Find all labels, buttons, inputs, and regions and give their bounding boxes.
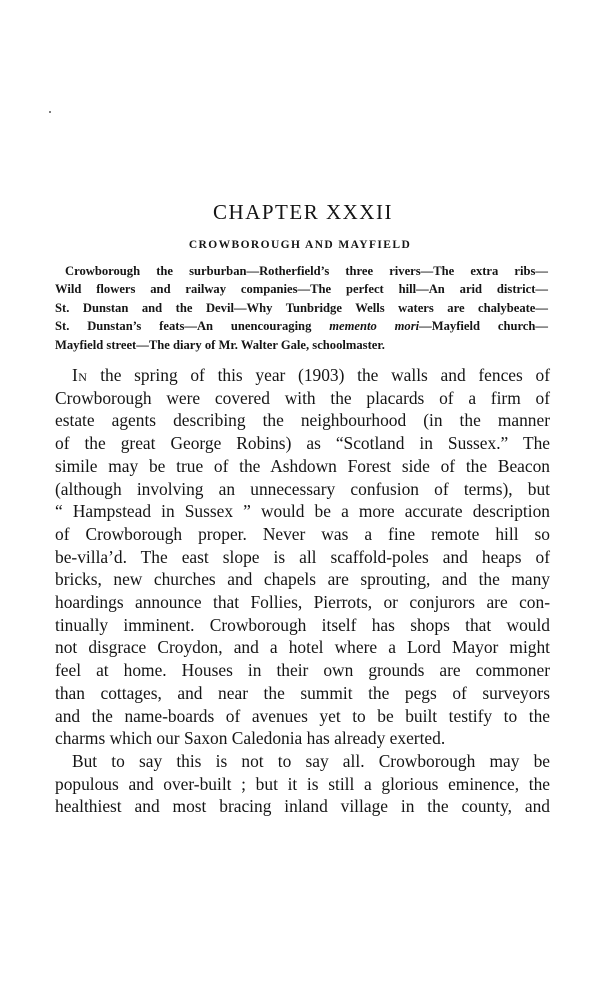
paragraph-line: “ Hampstead in Sussex ” would be a more accurate description	[55, 501, 550, 522]
paragraph-line: Crowborough were covered with the placards of a firm of	[55, 387, 550, 408]
paragraph-line: populous and over-built ; but it is still a glorious eminence, the	[55, 773, 550, 794]
paragraph-line: and the name-boards of avenues yet to be built testify to the	[55, 705, 550, 726]
paragraph-line: hoardings announce that Follies, Pierrots, or conjurors are con-	[55, 592, 550, 613]
synopsis-line-start: St. Dunstan’s feats—An unencouraging	[55, 319, 330, 334]
synopsis-line: Crowborough the surburban—Rotherfield’s three rivers—The extra ribs—	[65, 264, 548, 278]
paragraph-line: of the great George Robins) as “Scotland in Sussex.” The	[55, 433, 550, 454]
opening-line-rest: the spring of this year (1903) the walls and fences of	[87, 365, 550, 385]
page-speck	[49, 111, 51, 113]
paragraph-line: be-villa’d. The east slope is all scaffold-poles and heaps of	[55, 546, 550, 567]
chapter-subtitle: CROWBOROUGH AND MAYFIELD	[188, 239, 412, 251]
chapter-title: CHAPTER XXXII	[213, 200, 393, 224]
chapter-body	[55, 364, 550, 818]
paragraph-line	[55, 364, 550, 387]
paragraph-line: tinually imminent. Crowborough itself has shops that would	[55, 614, 550, 635]
paragraph-line: not disgrace Croydon, and a hotel where a Lord Mayor might	[55, 637, 550, 658]
paragraph-line: feel at home. Houses in their own grounds are commoner	[55, 660, 550, 681]
synopsis-line: Mayfield street—The diary of Mr. Walter Gale, schoolmaster.	[55, 337, 385, 352]
paragraph-line: than cottages, and near the summit the pegs of surveyors	[55, 682, 550, 703]
opening-word: In	[72, 365, 88, 385]
paragraph-line: healthiest and most bracing inland village in the county, and	[55, 796, 550, 817]
chapter-synopsis	[55, 262, 548, 354]
synopsis-line-end: —Mayfield church—	[419, 319, 548, 334]
synopsis-line: St. Dunstan and the Devil—Why Tunbridge Wells waters are chalybeate—	[55, 300, 548, 315]
paragraph-line: estate agents describing the neighbourhood (in the manner	[55, 410, 550, 431]
synopsis-line	[55, 317, 548, 335]
paragraph-line: But to say this is not to say all. Crowborough may be	[72, 750, 550, 771]
paragraph-line: simile may be true of the Ashdown Forest side of the Beacon	[55, 455, 550, 476]
paragraph-line: bricks, new churches and chapels are sprouting, and the many	[55, 569, 550, 590]
paragraph-line: charms which our Saxon Caledonia has already exerted.	[55, 728, 446, 749]
paragraph-line: of Crowborough proper. Never was a fine remote hill so	[55, 523, 550, 544]
paragraph-line: (although involving an unnecessary confusion of terms), but	[55, 478, 550, 499]
synopsis-italic-phrase: memento mori	[329, 319, 420, 334]
synopsis-line: Wild flowers and railway companies—The perfect hill—An arid district—	[55, 282, 548, 297]
